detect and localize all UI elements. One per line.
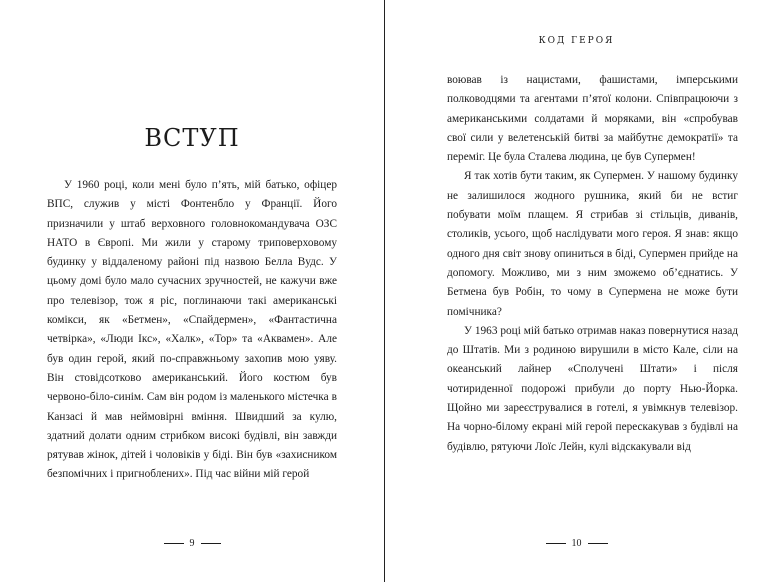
page-number [385, 538, 768, 549]
page-number-value: 9 [189, 538, 195, 549]
paragraph: Я так хотів бути таким, як Супермен. У нашому будинку не залишилося жодного рушника, який би не встиг побувати моїм плащем. Я стрибав зі стільців, диванів, столиків, усього, щоб наслідувати мого героя. Я знав: якщо одного дня світ знову опиниться в біді, Супермен прийде на допомогу. Можливо, ми з ним зможемо об’єднатись. У Бетмена був Робін, то чому в Супермена не може бути помічника? [447, 170, 738, 318]
page-number [0, 538, 384, 549]
folio-dash [164, 543, 184, 544]
paragraph: воював із нацистами, фашистами, імперськими полководцями та агентами п’ятої колони. Співпрацюючи з американськими солдатами й моряками, він «спробував свої сили у велетенській битві за майбутнє демократії» та переміг. Це була Сталева людина, це був Супермен! [447, 74, 738, 164]
page-number-value: 10 [571, 538, 582, 549]
paragraph: У 1963 році мій батько отримав наказ повернутися назад до Штатів. Ми з родиною вирушили в місто Кале, сіли на океанський лайнер «Сполучені Штати» і після чотириденної подорожі прибули до порту Нью-Йорка. Щойно ми зареєструвалися в готелі, я увімкнув телевізор. На чорно-білому екрані мій герой перескакував з будівлі на будівлю, рятуючи Лоїс Лейн, кулі відскакували від [447, 324, 738, 453]
right-page [385, 0, 768, 582]
folio-dash [588, 543, 608, 544]
running-head: КОД ГЕРОЯ [538, 36, 615, 46]
right-body-text [447, 71, 738, 457]
left-body-text [47, 176, 337, 485]
folio-dash [201, 543, 221, 544]
folio-dash [546, 543, 566, 544]
paragraph: У 1960 році, коли мені було п’ять, мій батько, офіцер ВПС, служив у місті Фонтенбло у Франції. Його призначили у штаб верховного головнокомандувача ОЗС НАТО в Європі. Ми жили у старому триповерховому будинку у віддаленому районі під назвою Белла Вудс. У цьому домі було мало сучасних зручностей, не кажучи вже про телевізор, тож я ріс, поглинаючи такі американські комікси, як «Бетмен», «Спайдермен», «Фантастична четвірка», «Люди Ікс», «Халк», «Тор» та «Аквамен». Але був один герой, який по-справжньому захопив мою уяву. Він стовідсотково американський. Його костюм був червоно-біло-синім. Сам він родом із маленького містечка в Канзасі й мав неймовірні вміння. Швидший за кулю, здатний долати одним стрибком високі будівлі, він завжди рятував жінок, дітей і чоловіків у біді. Він був «захисником безпомічних і пригноблених». Під час війни мій герой [47, 179, 337, 481]
chapter-title: ВСТУП [144, 124, 240, 153]
